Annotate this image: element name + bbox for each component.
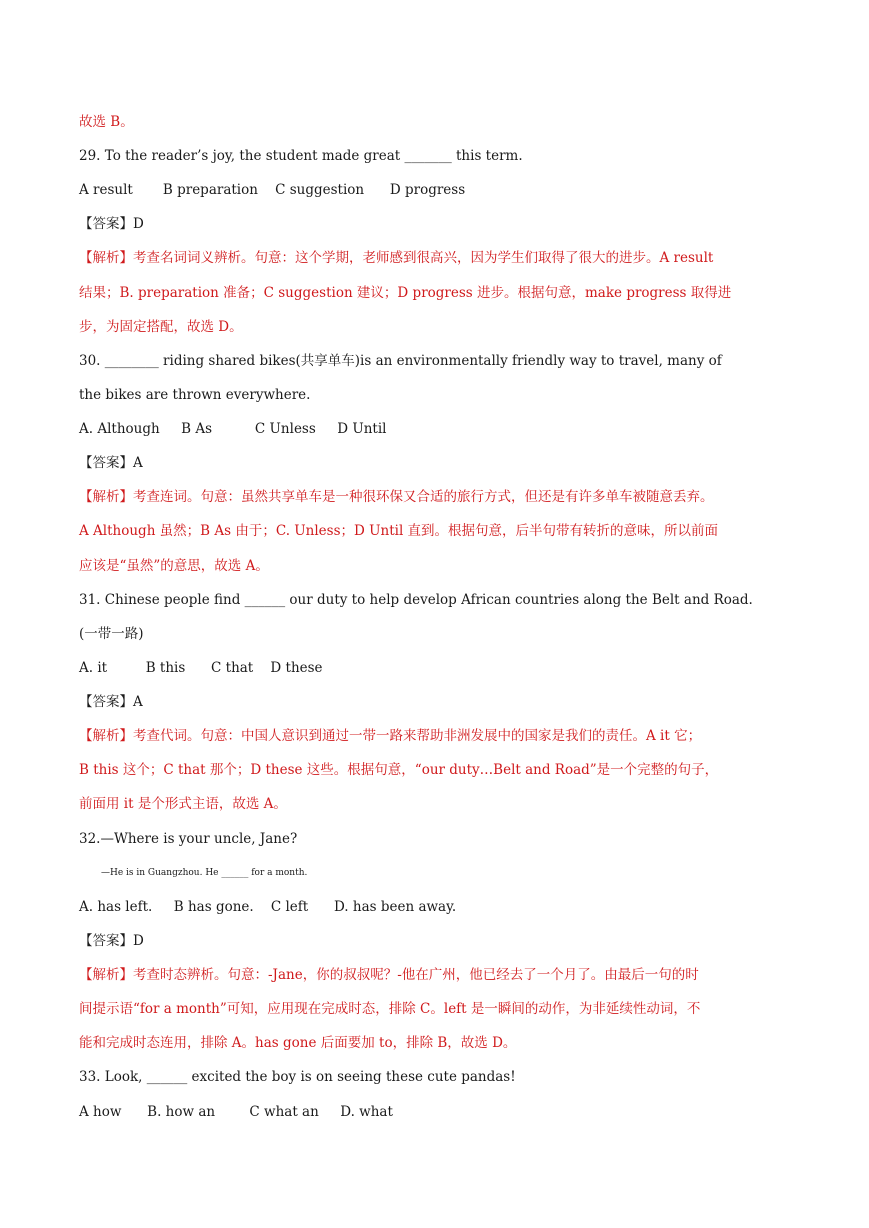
q32-explanation-line-3: 能和完成时态连用，排除 A。has gone 后面要加 to，排除 B，故选 D。 (79, 1035, 517, 1051)
q30-explanation-line-1: 【解析】考查连词。句意：虽然共享单车是一种很环保又合适的旅行方式，但还是有许多单车被随意丢弃。 (79, 489, 714, 505)
q32-options: A. has left. B has gone. C left D. has been away. (79, 899, 457, 915)
q31-options: A. it B this C that D these (79, 660, 323, 676)
q33-options: A how B. how an C what an D. what (79, 1104, 393, 1120)
q29-answer: 【答案】D (79, 216, 144, 232)
q30-explanation-line-3: 应该是“虽然”的意思，故选 A。 (79, 558, 269, 574)
q29-explanation-line-1: 【解析】考查名词词义辨析。句意：这个学期，老师感到很高兴，因为学生们取得了很大的进步。A result (79, 250, 714, 266)
q32-explanation-line-2: 间提示语“for a month”可知，应用现在完成时态，排除 C。left 是一瞬间的动作，为非延续性动词，不 (79, 1001, 701, 1017)
q30-answer: 【答案】A (79, 455, 143, 471)
q33-stem: 33. Look, ______ excited the boy is on seeing these cute pandas! (79, 1069, 516, 1085)
q32-stem-line-2: —He is in Guangzhou. He ______ for a month. (101, 868, 308, 878)
q32-explanation-line-1: 【解析】考查时态辨析。句意：-Jane，你的叔叔呢？-他在广州，他已经去了一个月了。由最后一句的时 (79, 967, 699, 983)
q31-answer: 【答案】A (79, 694, 143, 710)
q31-explanation-line-1: 【解析】考查代词。句意：中国人意识到通过一带一路来帮助非洲发展中的国家是我们的责任。A it 它； (79, 728, 702, 744)
q31-stem-line-1: 31. Chinese people find ______ our duty to help develop African countries along the Belt and Road. (79, 592, 753, 608)
q31-explanation-line-2: B this 这个；C that 那个；D these 这些。根据句意，“our duty…Belt and Road”是一个完整的句子， (79, 762, 719, 778)
q29-explanation-line-3: 步，为固定搭配，故选 D。 (79, 319, 243, 335)
q30-explanation-line-2: A Although 虽然；B As 由于；C. Unless；D Until 直到。根据句意，后半句带有转折的意味，所以前面 (79, 523, 719, 539)
q29-options: A result B preparation C suggestion D progress (79, 182, 466, 198)
q31-stem-line-2: (一带一路) (79, 626, 144, 642)
q29-explanation-line-2: 结果；B. preparation 准备；C suggestion 建议；D progress 进步。根据句意，make progress 取得进 (79, 285, 732, 301)
q32-stem-line-1: 32.—Where is your uncle, Jane? (79, 831, 298, 847)
q29-stem: 29. To the reader’s joy, the student made great _______ this term. (79, 148, 523, 164)
q30-stem-line-1: 30. ________ riding shared bikes(共享单车)is an environmentally friendly way to travel, many of (79, 353, 722, 369)
q30-options: A. Although B As C Unless D Until (79, 421, 387, 437)
previous-answer-conclusion: 故选 B。 (79, 114, 134, 130)
q30-stem-line-2: the bikes are thrown everywhere. (79, 387, 311, 403)
q31-explanation-line-3: 前面用 it 是个形式主语，故选 A。 (79, 796, 287, 812)
q32-answer: 【答案】D (79, 933, 144, 949)
